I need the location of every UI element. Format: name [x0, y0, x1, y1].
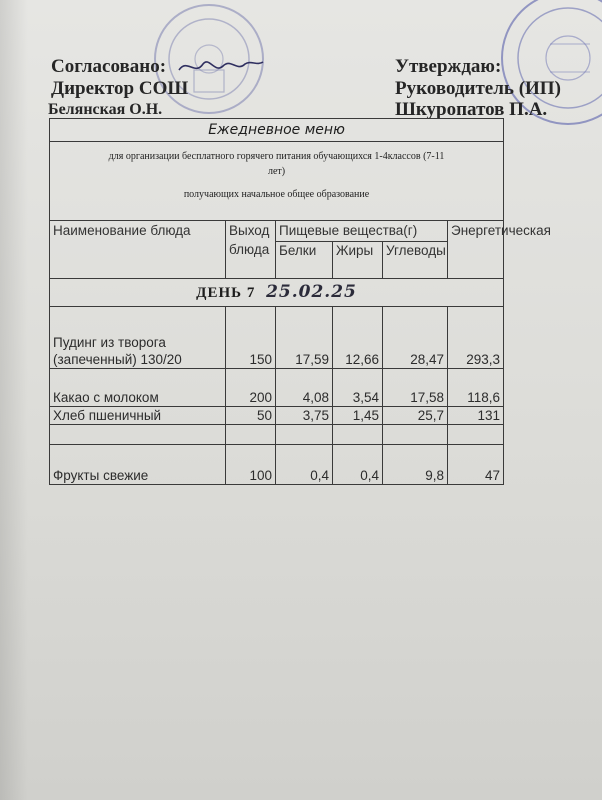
dish-energy: 131 [448, 407, 504, 425]
organization-description [50, 142, 504, 221]
dish-fat: 0,4 [333, 445, 383, 485]
table-row [50, 307, 504, 369]
table-row [50, 407, 504, 425]
approve-label: Утверждаю: [395, 56, 502, 77]
dish-name: Хлеб пшеничный [50, 407, 226, 425]
dish-carbs: 28,47 [383, 307, 448, 369]
col-header-protein: Белки [276, 242, 333, 279]
dish-carbs: 25,7 [383, 407, 448, 425]
dish-yield: 150 [226, 307, 276, 369]
dish-fat [333, 425, 383, 445]
col-header-fat: Жиры [333, 242, 383, 279]
col-header-dish: Наименование блюда [50, 221, 226, 279]
dish-name: Фрукты свежие [50, 445, 226, 485]
director-name: Белянская О.Н. [48, 101, 163, 118]
dish-energy: 293,3 [448, 307, 504, 369]
table-row [50, 369, 504, 407]
dish-protein: 0,4 [276, 445, 333, 485]
dish-carbs [383, 425, 448, 445]
dish-fat: 3,54 [333, 369, 383, 407]
page-shadow [0, 0, 28, 800]
table-row [50, 425, 504, 445]
dish-name: Пудинг из творога (запеченный) 130/20 [50, 307, 226, 369]
dish-yield: 100 [226, 445, 276, 485]
menu-title: Ежедневное меню [50, 119, 504, 142]
table-row [50, 445, 504, 485]
org-line-3: получающих начальное общее образование [183, 189, 370, 200]
org-line-1: для организации бесплатного горячего питания обучающихся 1-4классов (7-11 [108, 151, 445, 162]
col-header-carbs: Углеводы [383, 242, 448, 279]
dish-name: Какао с молоком [50, 369, 226, 407]
director-signature [175, 52, 265, 82]
dish-protein [276, 425, 333, 445]
agreed-label: Согласовано: [51, 56, 167, 77]
dish-protein: 4,08 [276, 369, 333, 407]
handwritten-date: 25.02.25 [266, 282, 357, 302]
dish-name [50, 425, 226, 445]
menu-table [49, 118, 551, 485]
org-line-2: лет) [267, 166, 286, 177]
day-label: ДЕНЬ 7 [196, 285, 256, 301]
dish-yield: 50 [226, 407, 276, 425]
col-header-yield: Выход блюда [226, 221, 276, 279]
dish-fat: 1,45 [333, 407, 383, 425]
dish-carbs: 17,58 [383, 369, 448, 407]
dish-protein: 3,75 [276, 407, 333, 425]
dish-yield: 200 [226, 369, 276, 407]
col-header-energy: Энергетическая [448, 221, 504, 279]
dish-protein: 17,59 [276, 307, 333, 369]
col-header-nutrients: Пищевые вещества(г) [276, 221, 448, 242]
director-position: Директор СОШ [51, 78, 189, 99]
dish-energy [448, 425, 504, 445]
head-name: Шкуропатов П.А. [395, 99, 548, 120]
dish-fat: 12,66 [333, 307, 383, 369]
dish-carbs: 9,8 [383, 445, 448, 485]
dish-energy: 118,6 [448, 369, 504, 407]
dish-yield [226, 425, 276, 445]
day-row [50, 279, 504, 307]
dish-energy: 47 [448, 445, 504, 485]
head-position: Руководитель (ИП) [395, 78, 561, 99]
